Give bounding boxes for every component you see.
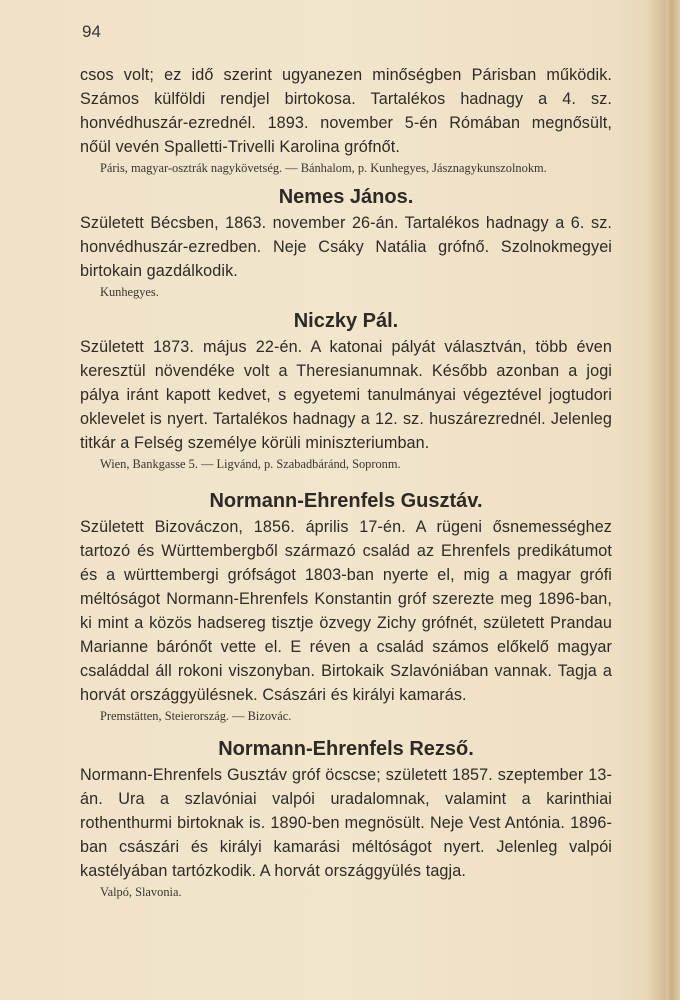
entry-address: Premstätten, Steierország. — Bizovác. [100, 709, 292, 723]
entry-text: Normann-Ehrenfels Gusztáv gróf öcscse; született 1857. szeptember 13-án. Ura a szlavóniai valpói uradalomnak, valamint a karinthiai rothenthurmi birtoknak is. 1890-ben megnösült. Neje Vest Antónia. 1896-ban császári és királyi kamarási méltóságot nyert. Jelenleg valpói kastélyában tartózkodik. A horvát országgyülés tagja. [80, 766, 612, 880]
entry-nemes-janos [80, 183, 612, 301]
entry-heading: Normann-Ehrenfels Gusztáv. [209, 490, 483, 512]
entry-text: csos volt; ez idő szerint ugyanezen minőségben Párisban működik. Számos külföldi rendjel birtokosa. Tartalékos hadnagy a 4. sz. honvédhuszár-ezrednél. 1893. november 5-én Rómában megnősült, nőül vevén Spalletti-Trivelli Karolina grófnőt. [80, 66, 612, 156]
entry-address: Kunhegyes. [100, 285, 159, 299]
entry-address: Wien, Bankgasse 5. — Ligvánd, p. Szabadbáránd, Sopronm. [100, 457, 401, 471]
entry-text: Született Bécsben, 1863. november 26-án. Tartalékos hadnagy a 6. sz. honvédhuszár-ezredben. Neje Csáky Natália grófnő. Szolnokmegyei birtokain gazdálkodik. [80, 214, 612, 280]
entry-niczky-pal [80, 307, 612, 473]
entry-heading: Niczky Pál. [293, 310, 399, 332]
entry-normann-ehrenfels-gusztav [80, 487, 612, 725]
page-number: 94 [82, 22, 101, 41]
page-content [80, 63, 612, 901]
entry-normann-ehrenfels-rezso [80, 735, 612, 901]
entry-text: Született Bizováczon, 1856. április 17-én. A rügeni ősnemességhez tartozó és Württembergből származó család az Ehrenfels predikátumot és a württembergi grófságot 1803-ban nyerte el, mig a magyar grófi méltóságot Normann-Ehrenfels Konstantin gróf szerezte meg 1896-ban, ki mint a közös hadsereg tisztje özvegy Zichy grófnét, született Prandau Marianne bárónőt vette el. E réven a család számos előkelő magyar családdal áll rokoni viszonyban. Birtokaik Szlavóniában vannak. Tagja a horvát országgyülésnek. Császári és királyi kamarás. [80, 518, 612, 704]
entry-address: Páris, magyar-osztrák nagykövetség. — Bánhalom, p. Kunhegyes, Jásznagykunszolnokm. [100, 161, 547, 175]
entry-address: Valpó, Slavonia. [100, 885, 182, 899]
page-gutter-shadow [666, 0, 680, 1000]
entry-text: Született 1873. május 22-én. A katonai pályát választván, több éven keresztül növendéke volt a Theresianumnak. Később azonban a jogi pálya iránt kapott kedvet, s egyetemi tanulmányai végeztével jogtudori oklevelet is nyert. Tartalékos hadnagy a 12. sz. huszárezrednél. Jelenleg titkár a Felség személye körüli miniszteriumban. [80, 338, 612, 452]
entry-heading: Normann-Ehrenfels Rezső. [218, 738, 474, 760]
entry-heading: Nemes János. [278, 186, 414, 208]
continued-entry [80, 63, 612, 177]
